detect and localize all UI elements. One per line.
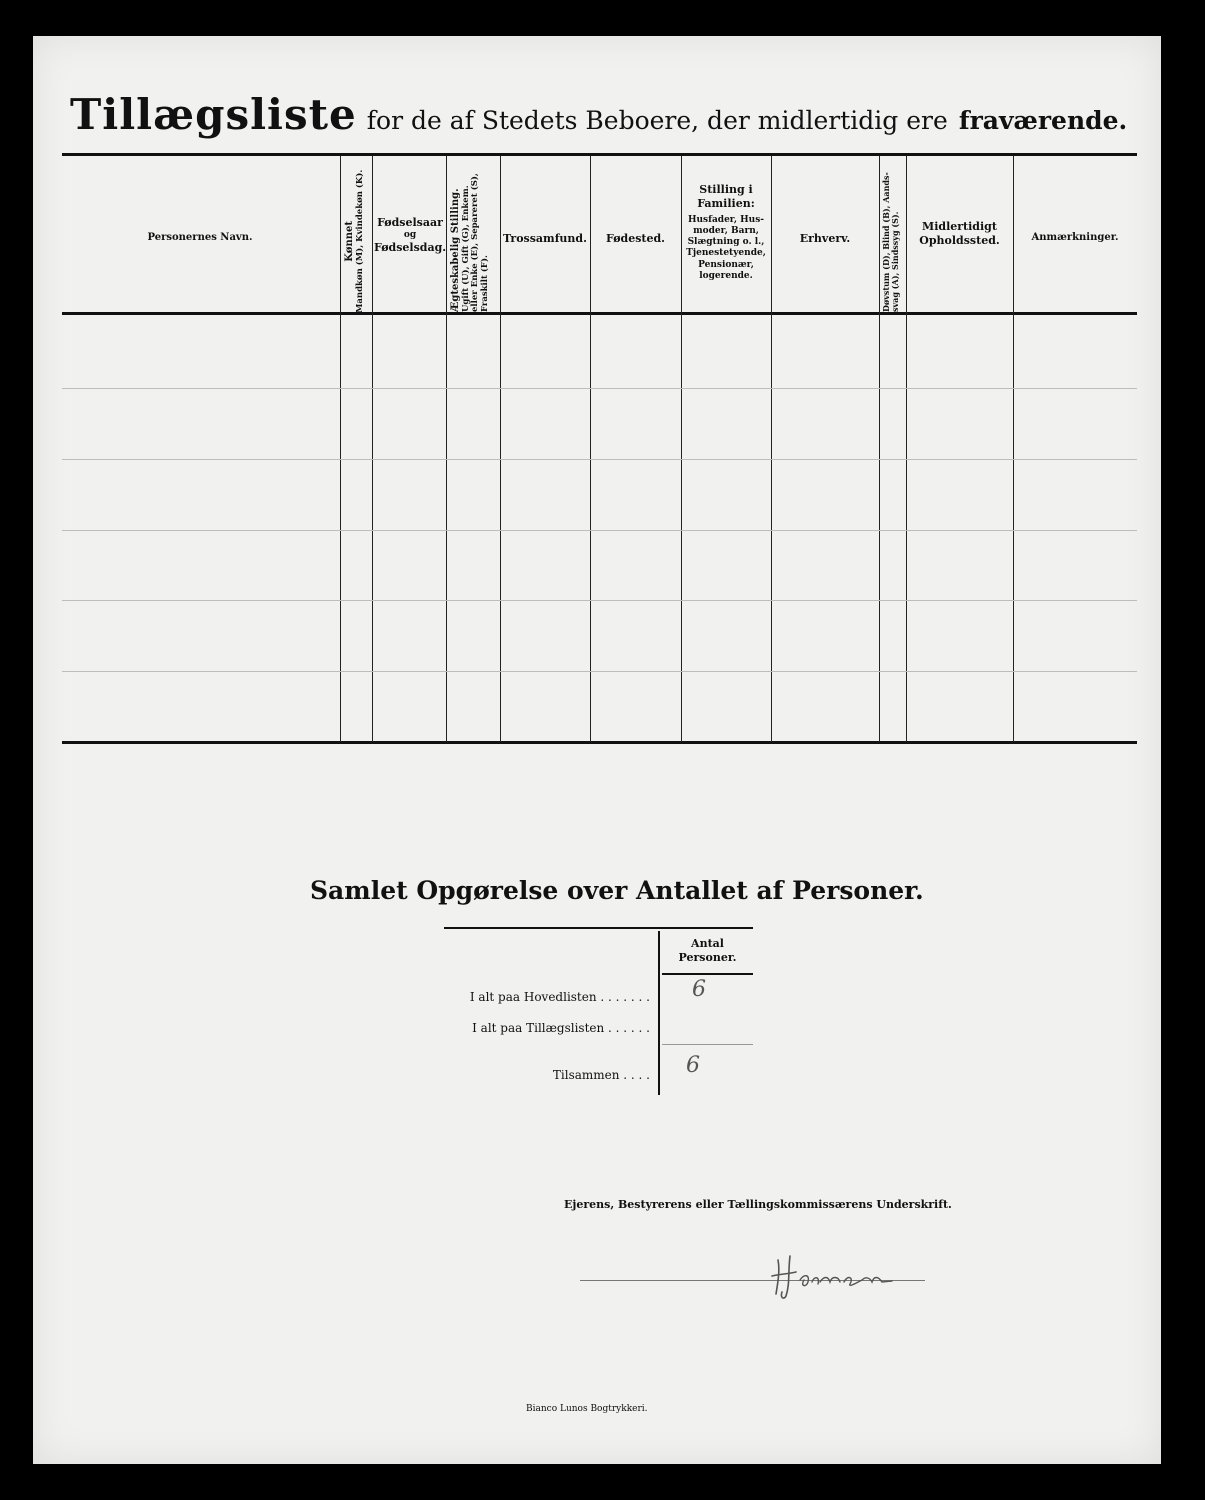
summary-column-header: Antal Personer. [678, 937, 737, 965]
title-emphasis: fraværende. [958, 106, 1128, 135]
header-family: Stilling i Familien: Husfader, Hus- moder, Barn, Slægtning o. l., Tjenestetyende, Pensionær, logerende. [686, 183, 766, 281]
signature-image [770, 1252, 900, 1302]
census-form-page [33, 36, 1161, 1464]
summary-divider [658, 931, 660, 1095]
col-divider [879, 156, 880, 742]
summary-value-total: 6 [686, 1053, 700, 1078]
table-top-rule [62, 153, 1137, 156]
table-row [62, 600, 1137, 601]
header-name: Personernes Navn. [147, 232, 253, 243]
table-header-rule [62, 312, 1137, 315]
summary-value-main-list: 6 [692, 977, 706, 1002]
summary-row-label: I alt paa Hovedlisten . . . . . . . [469, 990, 650, 1004]
title-main: Tillægsliste [70, 90, 357, 139]
summary-row-label: I alt paa Tillægslisten . . . . . . [472, 1021, 650, 1035]
table-row [62, 388, 1137, 389]
header-birthplace: Fødested. [605, 232, 666, 245]
printer-imprint: Bianco Lunos Bogtrykkeri. [526, 1404, 648, 1414]
col-divider [372, 156, 373, 742]
summary-row-label: Tilsammen . . . . [552, 1068, 650, 1082]
col-divider [340, 156, 341, 742]
header-sex: Kønnet Mandkøn (M), Kvindekøn (K). [344, 169, 365, 313]
summary-row-line [662, 1044, 753, 1045]
table-row [62, 459, 1137, 460]
summary-header-rule [662, 973, 753, 975]
header-remarks: Anmærkninger. [1031, 232, 1119, 243]
col-divider [446, 156, 447, 742]
header-occupation: Erhverv. [799, 232, 851, 245]
summary-title: Samlet Opgørelse over Antallet af Personer. [310, 876, 924, 905]
form-title [70, 90, 1128, 139]
header-marital: Ægteskabelig Stilling. Ugift (U), Gift (G), Enkem. eller Enke (E), Separeret (S), Fraskilt (F). [450, 173, 491, 312]
table-row [62, 530, 1137, 531]
header-temp-residence: Midlertidigt Opholdssted. [919, 220, 1000, 247]
header-disability: Døvstum (D), Blind (B), Aands- svag (A), Sindssyg (S). [881, 172, 901, 312]
table-row [62, 671, 1137, 672]
title-subtitle: for de af Stedets Beboere, der midlertidig ere [366, 106, 948, 135]
header-religion: Trossamfund. [503, 232, 587, 245]
header-birth: Fødselsaar og Fødselsdag. [374, 216, 447, 254]
table-bottom-rule [62, 741, 1137, 744]
signature-label: Ejerens, Bestyrerens eller Tællingskommissærens Underskrift. [564, 1198, 952, 1211]
signature-handwritten [770, 1252, 900, 1306]
summary-top-rule [444, 927, 753, 929]
